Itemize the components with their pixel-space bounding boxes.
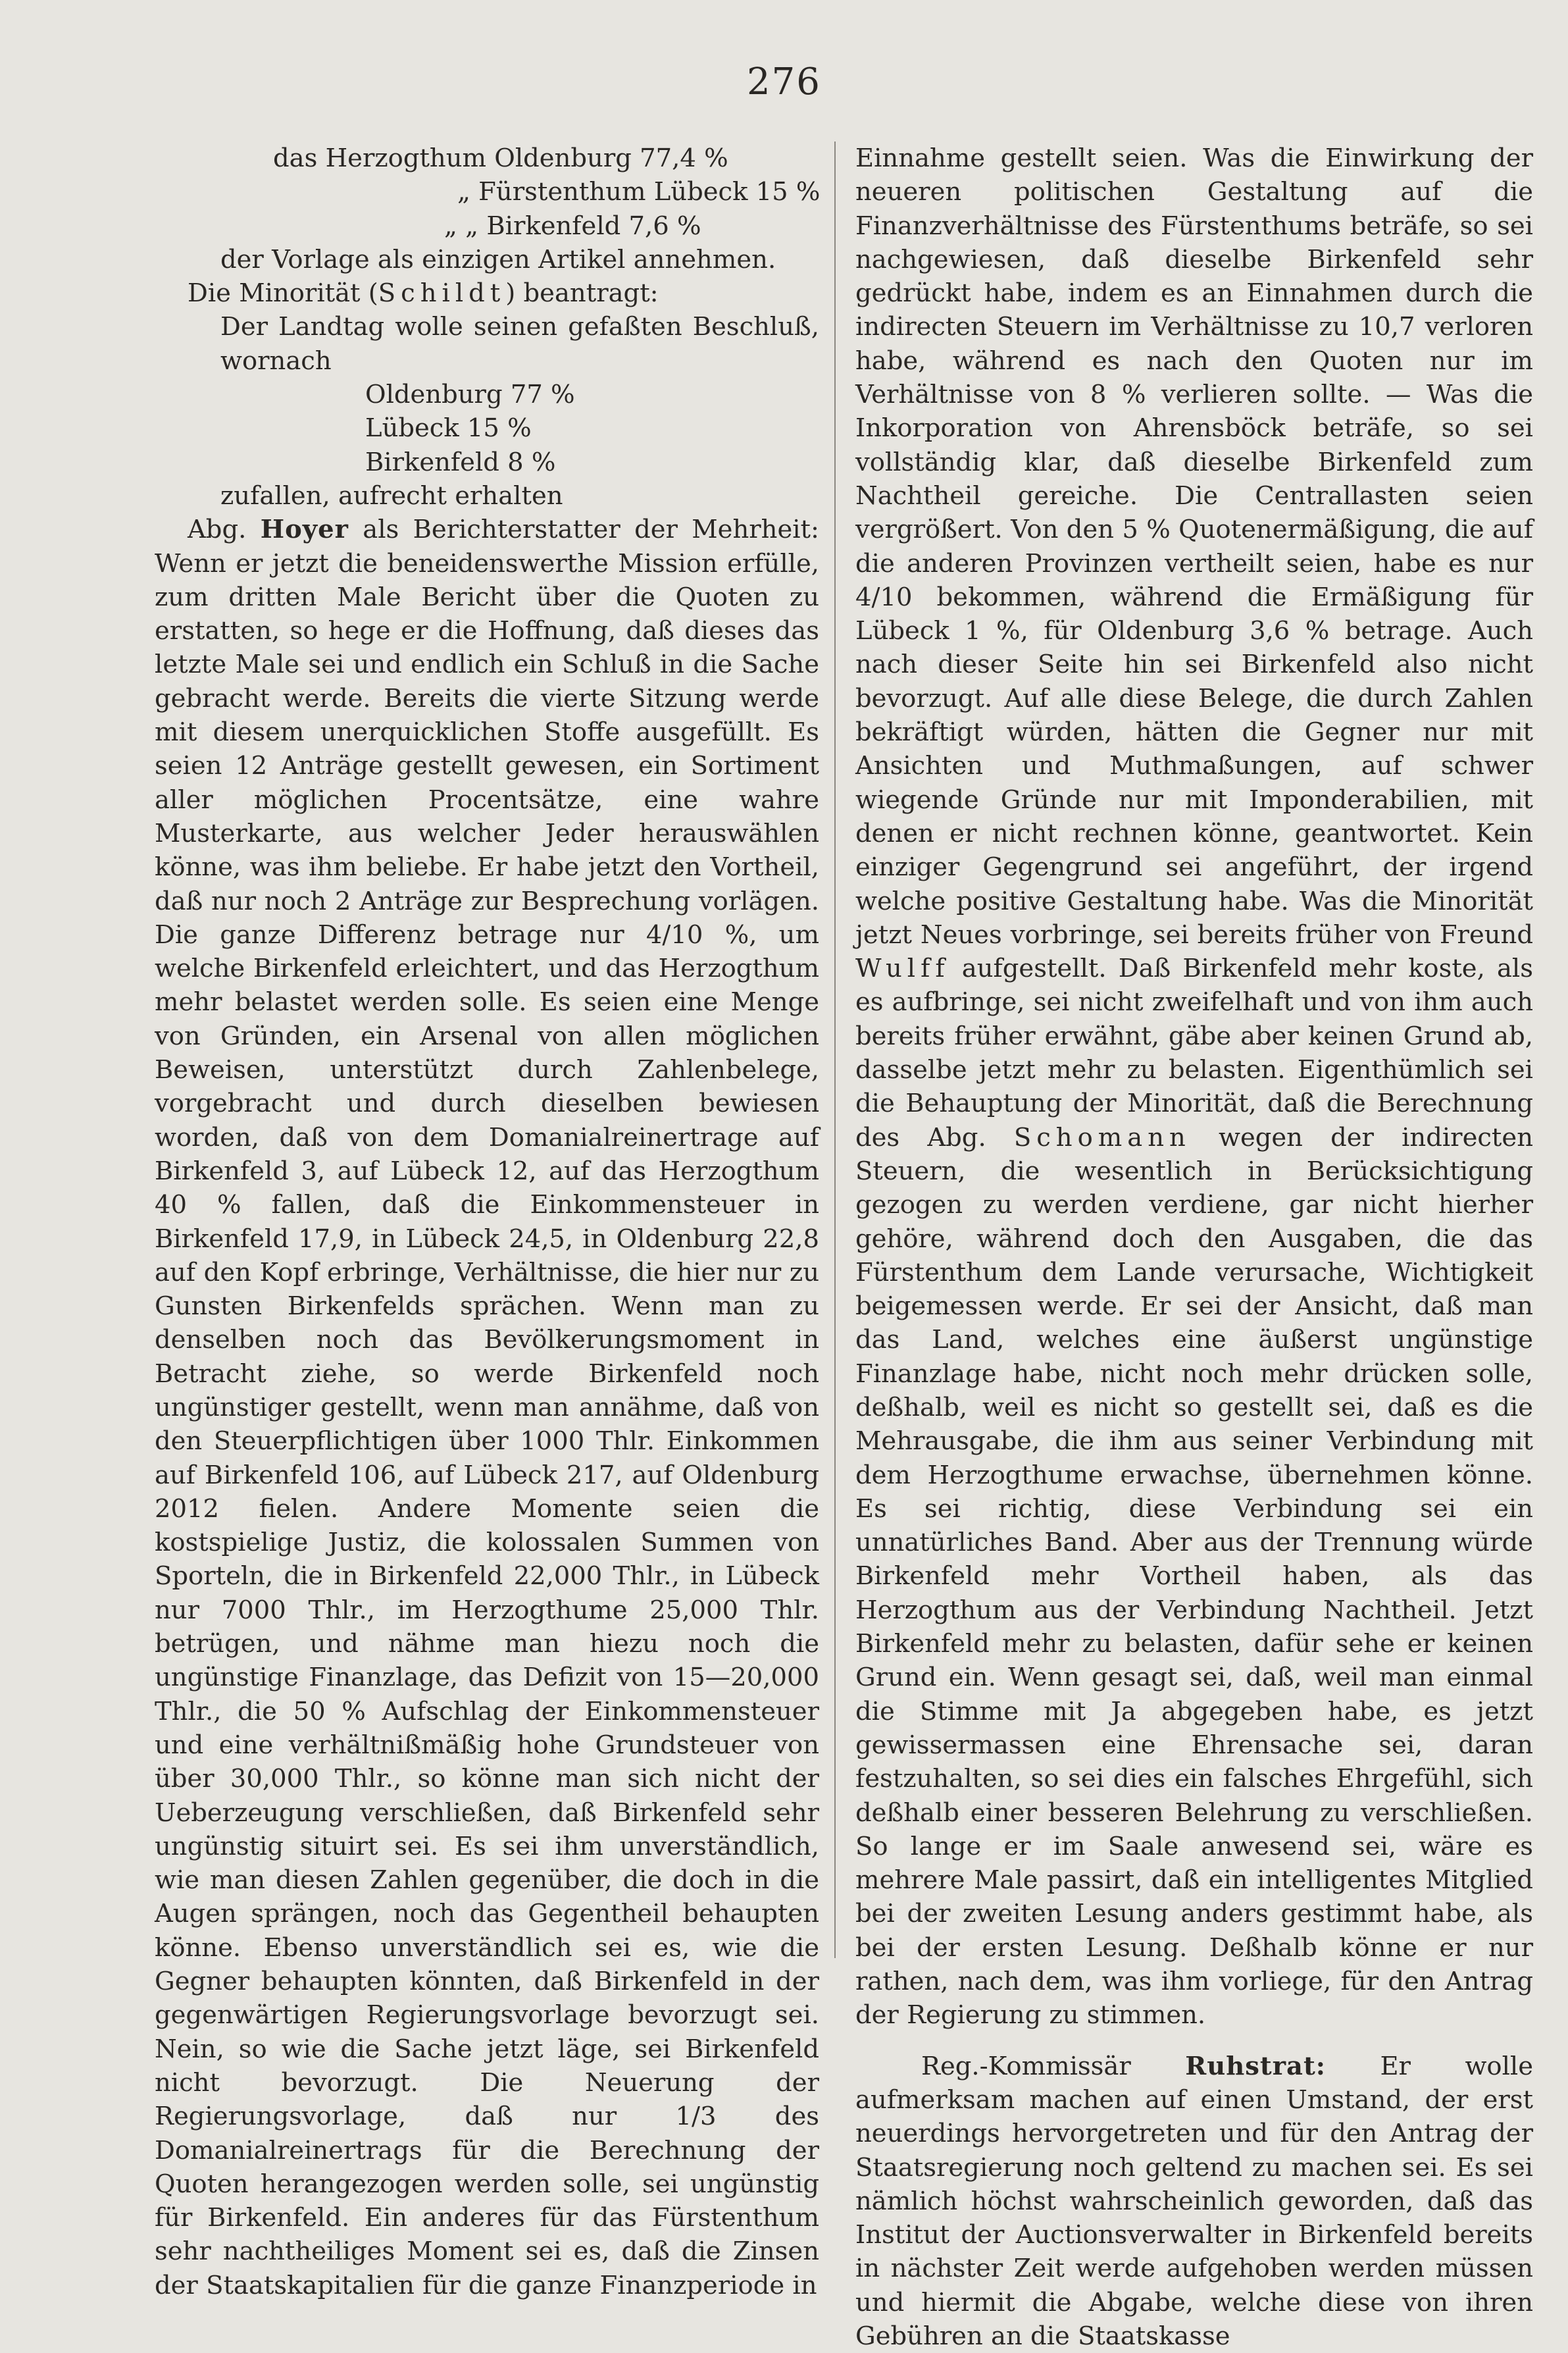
speech-hoyer xyxy=(155,513,819,2302)
minority-prefix: Die Minorität ( xyxy=(188,278,378,309)
quota-list-2 xyxy=(155,378,819,479)
person-name: Schomann xyxy=(1013,1122,1191,1152)
quota-line: Birkenfeld 8 % xyxy=(365,447,556,477)
quota-list-1 xyxy=(155,142,819,243)
landtag-line: Der Landtag wolle seinen gefaßten Beschluß, wornach xyxy=(220,312,819,376)
speaker-name: Ruhstrat: xyxy=(1185,2051,1326,2081)
speech-text: aufgestellt. Daß Birkenfeld mehr koste, als es aufbringe, sei nicht zweifelhaft und von ihm auch bereits früher erwähnt, gäbe aber keinen Grund ab, dasselbe jetzt mehr zu belasten. Eigenthümlich sei die Behauptung der Minorität, daß die Berechnung des Abg. xyxy=(855,954,1533,1152)
speech-text: Er wolle aufmerksam machen auf einen Umstand, der erst neuerdings hervorgetreten und für den Antrag der Staatsregierung noch geltend zu machen sei. Es sei nämlich höchst wahrscheinlich geworden, daß das Institut der Auctionsverwalter in Birkenfeld bereits in nächster Zeit werde aufgehoben werden müssen und hiermit die Abgabe, welche diese von ihren Gebühren an die Staatskasse xyxy=(855,2051,1533,2351)
person-name: Wulff xyxy=(855,954,950,984)
speech-ruhstrat xyxy=(855,2050,1533,2353)
minority-line xyxy=(155,276,819,310)
minority-name: Schildt xyxy=(378,278,506,309)
speech-text: als Berichterstatter der Mehrheit: Wenn er jetzt die beneidenswerthe Mission erfülle, zum dritten Male Bericht über die Quoten zu erstatten, so hege er die Hoffnung, daß dieses das letzte Male sei und endlich ein Schluß in die Sache gebracht werde. Bereits die vierte Sitzung werde mit diesem unerquicklichen Stoffe ausgefüllt. Es seien 12 Anträge gestellt gewesen, ein Sortiment aller möglichen Procentsätze, eine wahre Musterkarte, aus welcher Jeder herauswählen könne, was ihm beliebe. Er habe jetzt den Vortheil, daß nur noch 2 Anträge zur Besprechung vorlägen. Die ganze Differenz betrage nur 4/10 %, um welche Birkenfeld erleichtert, und das Herzogthum mehr belastet werden solle. Es seien eine Menge von Gründen, ein Arsenal von allen möglichen Beweisen, unterstützt durch Zahlenbelege, vorgebracht und durch dieselben bewiesen worden, daß von dem Domanialreinertrage auf Birkenfeld 3, auf Lübeck 12, auf das Herzogthum 40 % fallen, daß die Einkommensteuer in Birkenfeld 17,9, in Lübeck 24,5, in Oldenburg 22,8 auf den Kopf erbringe, Verhältnisse, die hier nur zu Gunsten Birkenfelds sprächen. Wenn man zu denselben noch das Bevölkerungsmoment in Betracht ziehe, so werde Birkenfeld noch ungünstiger gestellt, wenn man annähme, daß von den Steuerpflichtigen über 1000 Thlr. Einkommen auf Birkenfeld 106, auf Lübeck 217, auf Oldenburg 2012 fielen. Andere Momente seien die kostspielige Justiz, die kolossalen Summen von Sporteln, die in Birkenfeld 22,000 Thlr., in Lübeck nur 7000 Thlr., im Herzogthume 25,000 Thlr. betrügen, und nähme man hiezu noch die ungünstige Finanzlage, das Defizit von 15—20,000 Thlr., die 50 % Aufschlag der Einkommensteuer und eine verhältnißmäßig hohe Grundsteuer von über 30,000 Thlr., so könne man sich nicht der Ueberzeugung verschließen, daß Birkenfeld sehr ungünstig situirt sei. Es sei ihm unverständlich, wie man diesen Zahlen gegenüber, die doch in die Augen sprängen, noch das Gegentheil behaupten könne. Ebenso unverständlich sei es, wie die Gegner behaupten könnten, daß Birkenfeld in der gegenwärtigen Regierungsvorlage bevorzugt sei. Nein, so wie die Sache jetzt läge, sei Birkenfeld nicht bevorzugt. Die Neuerung der Regierungsvorlage, daß nur 1/3 des Domanialreinertrags für die Berechnung der Quoten herangezogen werden solle, sei ungünstig für Birkenfeld. Ein anderes für das Fürstenthum sehr nachtheiliges Moment sei es, daß die Zinsen der Staatskapitalien für die ganze Finanzperiode in xyxy=(155,515,819,2300)
speaker-name: Hoyer xyxy=(260,515,349,545)
quota-line: Oldenburg 77 % xyxy=(365,380,575,410)
speaker-prefix: Abg. xyxy=(188,515,247,545)
quota-line: „ Fürstenthum Lübeck 15 % xyxy=(457,177,821,207)
minority-suffix: ) beantragt: xyxy=(505,278,659,309)
left-column xyxy=(155,142,819,2302)
speech-continued xyxy=(855,142,1533,2032)
right-column xyxy=(855,142,1533,2353)
quota-line: das Herzogthum Oldenburg 77,4 % xyxy=(273,143,728,173)
resolution-line: der Vorlage als einzigen Artikel annehmen. xyxy=(220,244,776,274)
speaker-prefix: Reg.-Kommissär xyxy=(921,2051,1131,2081)
quota-line: Lübeck 15 % xyxy=(365,413,532,444)
column-divider xyxy=(834,142,836,1958)
page-number: 276 xyxy=(747,61,821,103)
upheld-line: zufallen, aufrecht erhalten xyxy=(220,480,563,511)
speech-text: Einnahme gestellt seien. Was die Einwirkung der neueren politischen Gestaltung auf die Finanzverhältnisse des Fürstenthums beträfe, so sei nachgewiesen, daß dieselbe Birkenfeld sehr gedrückt habe, indem es an Einnahmen durch die indirecten Steuern im Verhältnisse zu 10,7 verloren habe, während es nach den Quoten nur im Verhältnisse von 8 % verlieren sollte. — Was die Inkorporation von Ahrensböck beträfe, so sei vollständig klar, daß dieselbe Birkenfeld zum Nachtheil gereiche. Die Centrallasten seien vergrößert. Von den 5 % Quotenermäßigung, die auf die anderen Provinzen vertheilt seien, habe es nur 4/10 bekommen, während die Ermäßigung für Lübeck 1 %, für Oldenburg 3,6 % betrage. Auch nach dieser Seite hin sei Birkenfeld also nicht bevorzugt. Auf alle diese Belege, die durch Zahlen bekräftigt würden, hätten die Gegner nur mit Ansichten und Muthmaßungen, auf schwer wiegende Gründe nur mit Imponderabilien, mit denen er nicht rechnen könne, geantwortet. Kein einziger Gegengrund sei angeführt, der irgend welche positive Gestaltung habe. Was die Minorität jetzt Neues vorbringe, sei bereits früher von Freund xyxy=(855,143,1533,950)
quota-line: „ „ Birkenfeld 7,6 % xyxy=(444,211,701,241)
speech-text: wegen der indirecten Steuern, die wesentlich in Berücksichtigung gezogen zu werden verdiene, gar nicht hierher gehöre, während doch den Ausgaben, die das Fürstenthum dem Lande verursache, Wichtigkeit beigemessen werde. Er sei der Ansicht, daß man das Land, welches eine äußerst ungünstige Finanzlage habe, nicht noch mehr drücken solle, deßhalb, weil es nicht so gestellt sei, daß es die Mehrausgabe, die ihm aus seiner Verbindung mit dem Herzogthume erwachse, übernehmen könne. Es sei richtig, diese Verbindung sei ein unnatürliches Band. Aber aus der Trennung würde Birkenfeld mehr Vortheil haben, als das Herzogthum aus der Verbindung Nachtheil. Jetzt Birkenfeld mehr zu belasten, dafür sehe er keinen Grund ein. Wenn gesagt sei, daß, weil man einmal die Stimme mit Ja abgegeben habe, es jetzt gewissermassen eine Ehrensache sei, daran festzuhalten, so sei dies ein falsches Ehrgefühl, sich deßhalb einer besseren Belehrung zu verschließen. So lange er im Saale anwesend sei, wäre es mehrere Male passirt, daß ein intelligentes Mitglied bei der zweiten Lesung anders gestimmt habe, als bei der ersten Lesung. Deßhalb könne er nur rathen, nach dem, was ihm vorliege, für den Antrag der Regierung zu stimmen. xyxy=(855,1122,1533,2030)
